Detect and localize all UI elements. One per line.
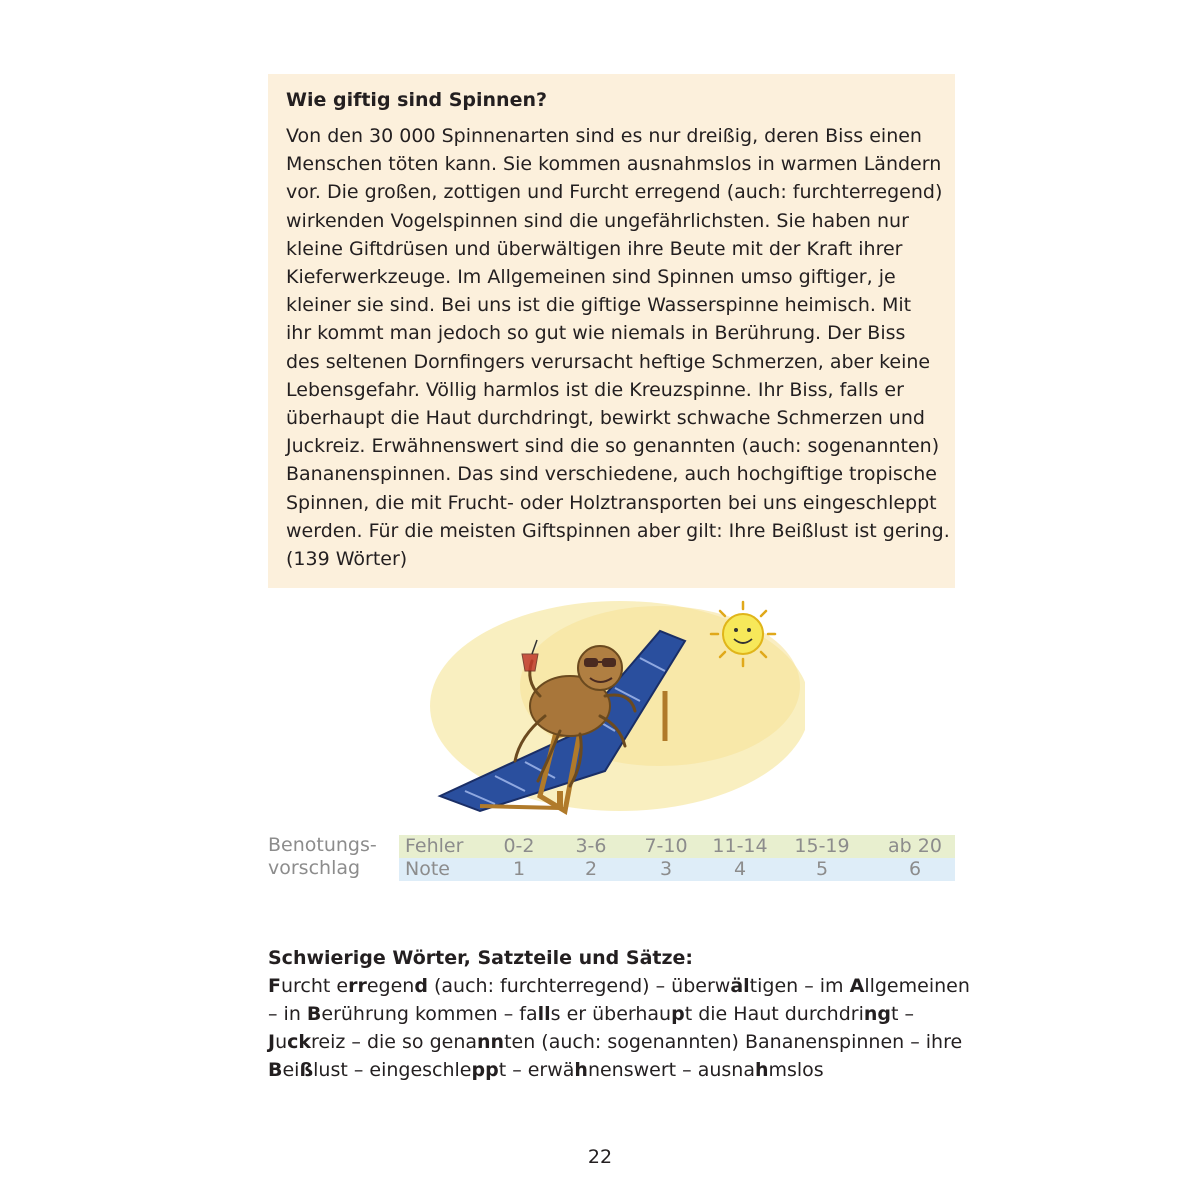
errors-cell: ab 20 [888, 835, 942, 857]
grading-label [268, 834, 377, 880]
difficult-words-line: Furcht erregend (auch: furchterregend) – überwältigen – im Allgemeinen [268, 975, 970, 997]
box-line: kleine Giftdrüsen und überwältigen ihre Beute mit der Kraft ihrer [286, 237, 903, 260]
errors-row [399, 835, 955, 858]
box-line: (139 Wörter) [286, 548, 408, 571]
grade-row [399, 858, 955, 881]
page-number: 22 [587, 1146, 613, 1168]
highlighted-letters: p [671, 1003, 685, 1025]
difficult-words-body [268, 972, 968, 1084]
box-line: werden. Für die meisten Giftspinnen aber gilt: Ihre Beißlust ist gering. [286, 519, 950, 542]
grade-cell: 3 [659, 858, 673, 880]
grade-cell: 4 [733, 858, 747, 880]
difficult-words-line: – in Berührung kommen – falls er überhaupt die Haut durchdringt – [268, 1003, 915, 1025]
errors-row-label: Fehler [405, 835, 464, 857]
highlighted-letters: ll [537, 1003, 551, 1025]
highlighted-letters: B [306, 1003, 322, 1025]
grade-cell: 5 [815, 858, 829, 880]
spider-sunbathing-illustration [420, 596, 805, 826]
box-line: Juckreiz. Erwähnenswert sind die so genannten (auch: sogenannten) [286, 435, 940, 458]
errors-cell: 7-10 [644, 835, 688, 857]
errors-cell: 15-19 [794, 835, 850, 857]
highlighted-letters: rr [348, 975, 367, 997]
difficult-words-line: Juckreiz – die so genannten (auch: sogenannten) Bananenspinnen – ihre [268, 1031, 963, 1053]
grade-cell: 1 [512, 858, 526, 880]
errors-cell: 0-2 [503, 835, 535, 857]
highlighted-letters: F [268, 975, 281, 997]
grading-label-line: Benotungs- [268, 834, 377, 856]
highlighted-letters: h [574, 1059, 588, 1081]
grading-table [268, 834, 955, 882]
box-line: des seltenen Dornfingers verursacht heftige Schmerzen, aber keine [286, 350, 931, 373]
box-line: ihr kommt man jedoch so gut wie niemals in Berührung. Der Biss [286, 322, 906, 345]
text-box [268, 74, 955, 588]
difficult-words-line: Beißlust – eingeschleppt – erwähnenswert – ausnahmslos [268, 1059, 824, 1081]
grade-row-label: Note [405, 858, 450, 880]
grade-cell: 2 [584, 858, 598, 880]
box-line: Kieferwerkzeuge. Im Allgemeinen sind Spinnen umso giftiger, je [286, 266, 896, 289]
box-body [286, 122, 950, 573]
box-line: überhaupt die Haut durchdringt, bewirkt schwache Schmerzen und [286, 407, 925, 430]
highlighted-letters: d [414, 975, 428, 997]
box-line: Von den 30 000 Spinnenarten sind es nur dreißig, deren Biss einen [286, 125, 922, 147]
difficult-words-title: Schwierige Wörter, Satzteile und Sätze: [268, 947, 694, 969]
box-line: Menschen töten kann. Sie kommen ausnahmslos in warmen Ländern [286, 153, 942, 176]
highlighted-letters: pp [471, 1059, 499, 1081]
difficult-words-section [268, 944, 968, 1084]
highlighted-letters: ng [863, 1003, 892, 1025]
highlighted-letters: h [754, 1059, 769, 1081]
highlighted-letters: A [849, 975, 865, 997]
highlighted-letters: äl [730, 975, 750, 997]
box-line: kleiner sie sind. Bei uns ist die giftige Wasserspinne heimisch. Mit [286, 294, 912, 317]
highlighted-letters: J [268, 1031, 276, 1053]
highlighted-letters: nn [477, 1031, 505, 1053]
box-line: Lebensgefahr. Völlig harmlos ist die Kreuzspinne. Ihr Biss, falls er [286, 378, 904, 401]
box-line: wirkenden Vogelspinnen sind die ungefährlichsten. Sie haben nur [286, 209, 909, 232]
grading-label-line: vorschlag [268, 857, 361, 879]
highlighted-letters: ß [299, 1059, 314, 1081]
highlighted-letters: ck [287, 1031, 312, 1053]
errors-cell: 3-6 [575, 835, 607, 857]
highlighted-letters: B [268, 1059, 283, 1081]
grade-cell: 6 [908, 858, 922, 880]
box-line: Spinnen, die mit Frucht- oder Holztransporten bei uns eingeschleppt [286, 491, 937, 514]
box-title: Wie giftig sind Spinnen? [286, 89, 548, 111]
errors-cell: 11-14 [712, 835, 768, 857]
box-line: vor. Die großen, zottigen und Furcht erregend (auch: furchterregend) [286, 181, 943, 204]
box-line: Bananenspinnen. Das sind verschiedene, auch hochgiftige tropische [286, 463, 937, 486]
